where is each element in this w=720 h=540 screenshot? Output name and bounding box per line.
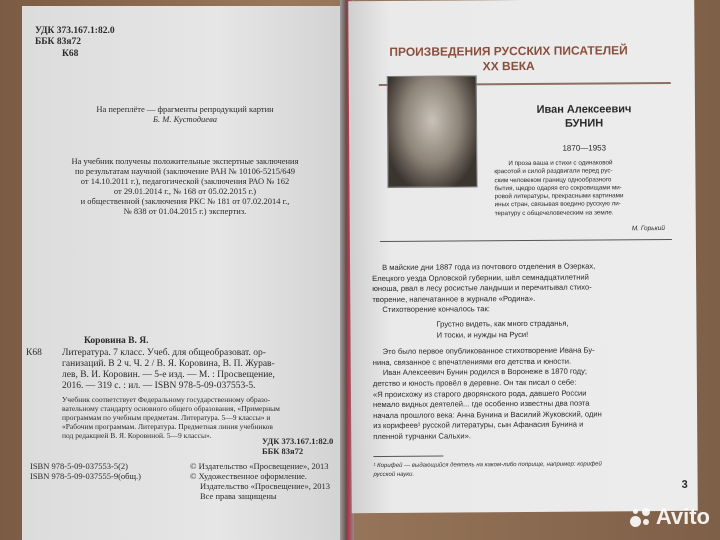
section-title: ПРОИЗВЕДЕНИЯ РУССКИХ ПИСАТЕЛЕЙ <box>389 43 628 59</box>
expert-line: № 838 от 01.04.2015 г.) экспертиз. <box>123 206 247 216</box>
body-text <box>372 261 602 442</box>
footnote-line: ¹ Корифей — выдающийся деятель на каком-либо поприще, например: корифей <box>373 461 602 470</box>
epigraph-line: ским человеком границу однообразного <box>494 175 612 184</box>
catalog-line: ганизаций. В 2 ч. Ч. 2 / В. Я. Коровина, В. П. Журав- <box>62 359 275 369</box>
body-line: Иван Алексеевич Бунин родился в Воронеже в 1870 году; <box>382 366 588 378</box>
catalog-line: Литература. 7 класс. Учеб. для общеобразоват. ор- <box>62 348 266 358</box>
body-line: пленной турчанки Сальхи». <box>373 431 471 441</box>
body-line: юноша, рвал в лесу росистые ландыши и перечитывал стихо- <box>372 282 592 294</box>
epigraph-line: И проза ваша и стихи с одинаковой <box>508 159 613 168</box>
isbn: ISBN 978-5-09-037553-5(2) <box>30 461 128 471</box>
copyright: Все права защищены <box>200 491 277 501</box>
body-line: из корифеев¹ русской литературы, сын Афанасия Бунина и <box>373 419 584 431</box>
expert-line: от 14.10.2011 г.), педагогической (заключения РАО № 162 <box>80 176 290 186</box>
poem-line: И тоски, и нужды на Руси! <box>436 329 529 340</box>
avito-logo-icon <box>630 506 652 528</box>
poem-line: Грустно видеть, как много страданья, <box>436 318 569 329</box>
annotation-line: программам по учебным предметам. Литература. 5—9 классы» и <box>62 413 271 422</box>
footnote <box>373 460 602 480</box>
body-line: Елецкого уезда Орловской губернии, шёл семнадцатилетний <box>372 272 589 283</box>
epigraph-line: красотой и силой раздвигали перед рус- <box>494 167 613 176</box>
body-line: В майские дни 1887 года из почтового отделения в Озерках, <box>382 261 596 272</box>
copyright: © Художественное оформление. <box>190 471 307 481</box>
avito-watermark <box>630 504 710 530</box>
author-last-name: БУНИН <box>564 117 604 130</box>
expert-line: На учебник получены положительные экспертные заключения <box>71 156 299 166</box>
bunin-portrait <box>387 75 478 188</box>
epigraph-author: М. Горький <box>631 225 665 233</box>
copyright: Издательство «Просвещение», 2013 <box>200 481 330 491</box>
cover-note-artist: Б. М. Кустодиева <box>153 114 217 124</box>
annotation-line: «Рабочим программам. Литература. Предметная линия учебников <box>62 422 273 431</box>
expert-line: от 29.01.2014 г., № 168 от 05.02.2015 г.) <box>113 186 257 196</box>
author-first-name: Иван Алексеевич <box>536 103 632 116</box>
annotation-line: под редакцией В. Я. Коровиной. 5—9 классы». <box>62 431 212 440</box>
catalog-code: К68 <box>26 348 42 358</box>
catalog-line: 2016. — 319 с. : ил. — ISBN 978-5-09-037553-5. <box>62 381 256 391</box>
author-years: 1870—1953 <box>562 143 607 153</box>
epigraph-line: бытия, щедро одаряя его сокровищами ми- <box>494 184 622 193</box>
right-page <box>348 0 698 513</box>
body-line: творение, напечатанное в журнале «Родина». <box>372 293 536 304</box>
epigraph-divider <box>380 239 672 242</box>
epigraph <box>494 159 623 218</box>
body-line: детство и юность провёл в деревне. Он так писал о себе: <box>372 377 577 388</box>
avito-text: Avito <box>655 504 710 529</box>
expert-line: по результатам научной (заключение РАН № 10106-5215/649 <box>74 166 296 176</box>
annotation-line: Учебник соответствует Федеральному государственному образо- <box>62 395 271 404</box>
code: К68 <box>62 49 79 59</box>
body-line: «Я происхожу из старого дворянского рода, давшего России <box>372 388 587 399</box>
expert-line: и общественной (заключения РКС № 181 от 07.02.2014 г., <box>80 196 290 206</box>
body-line: начала прошлого века: Анна Бунина и Василий Жуковский, один <box>373 409 602 420</box>
epigraph-line: ровой литературы, прекрасными картинами <box>494 192 624 201</box>
page-number: 3 <box>681 478 688 491</box>
section-title-2: XX ВЕКА <box>482 58 535 74</box>
epigraph-line: иных стран, связывая воедино русскую ли- <box>494 200 621 209</box>
catalog-line: лев, В. И. Коровин. — 5-е изд. — М. : Просвещение, <box>62 370 275 380</box>
isbn: ISBN 978-5-09-037555-9(общ.) <box>30 471 141 481</box>
footnote-divider <box>373 456 443 457</box>
bbk: ББК 83я72 <box>35 37 81 47</box>
body-line: Это было первое опубликованное стихотворение Ивана Бу- <box>382 345 595 357</box>
author: Коровина В. Я. <box>84 336 149 346</box>
annotation <box>62 395 280 440</box>
cover-note: На переплёте — фрагменты репродукций картин <box>96 104 274 114</box>
body-line: немало видных деятелей... где особенно известны два поэта <box>373 398 590 410</box>
bbk-2: ББК 83я72 <box>262 446 304 456</box>
body-line: нина, связанное с впечатлениями его детства и юности. <box>372 356 572 367</box>
annotation-line: вательному стандарту основного общего образования, «Примерным <box>62 404 280 413</box>
copyright: © Издательство «Просвещение», 2013 <box>190 461 329 471</box>
udk-2: УДК 373.167.1:82.0 <box>262 436 334 446</box>
udk: УДК 373.167.1:82.0 <box>35 26 115 36</box>
epigraph-line: тературу с общечеловеческим на земле. <box>494 209 614 217</box>
footnote-line: русской науки. <box>373 471 415 479</box>
body-line: Стихотворение кончалось так: <box>382 304 490 315</box>
left-page <box>22 6 348 540</box>
